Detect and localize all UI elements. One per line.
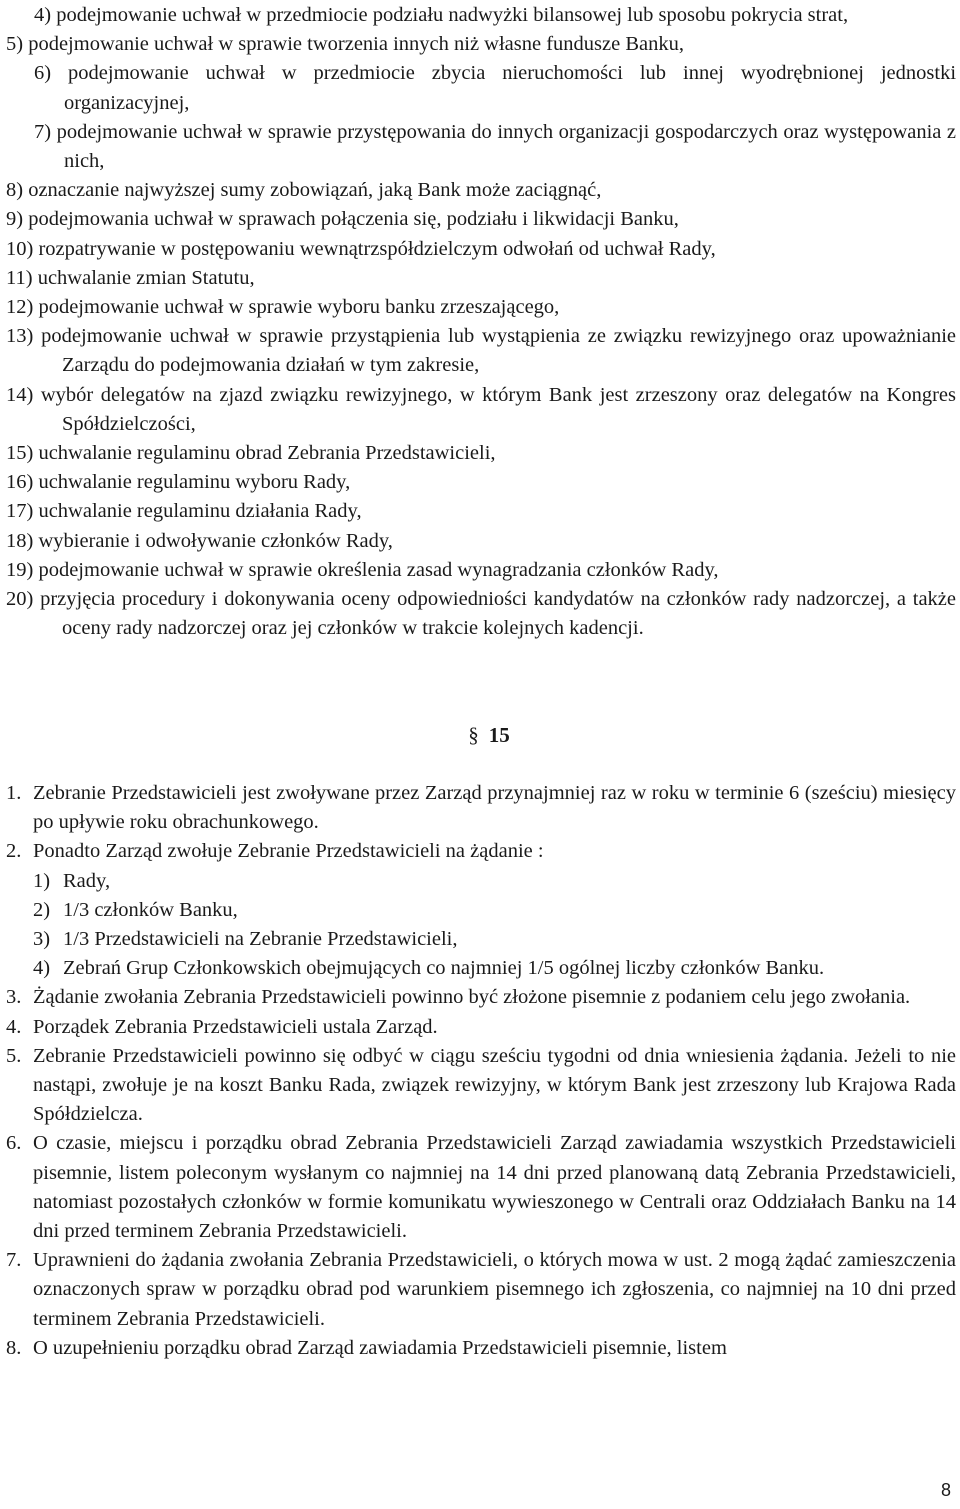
list-item: 11) uchwalanie zmian Statutu,: [6, 266, 255, 289]
list-item: 18) wybieranie i odwoływanie członków Rady,: [6, 529, 393, 552]
list-item: 5) podejmowanie uchwał w sprawie tworzenia innych niż własne fundusze Banku,: [6, 33, 685, 56]
list-item: 19) podejmowanie uchwał w sprawie określenia zasad wynagradzania członków Rady,: [6, 558, 719, 581]
sub-list-item: 1) Rady,: [33, 869, 111, 892]
paragraph-item: 5. Zebranie Przedstawicieli powinno się odbyć w ciągu sześciu tygodni od dnia wniesienia żądania. Jeżeli to nie nastąpi, zwołuje je na koszt Banku Rada, związek rewizyjny, w którym Bank jest zrzeszony lub Krajowa Rada Spółdzielcza.: [6, 1044, 956, 1126]
list-item: 20) przyjęcia procedury i dokonywania oceny odpowiedniości kandydatów na członków rady nadzorczej, a także oceny rady nadzorczej oraz jej członków w trakcie kolejnych kadencji.: [6, 588, 957, 640]
paragraph-item: 2. Ponadto Zarząd zwołuje Zebranie Przedstawicieli na żądanie :: [6, 840, 544, 863]
list-item: 16) uchwalanie regulaminu wyboru Rady,: [6, 471, 351, 494]
paragraph-item: 1. Zebranie Przedstawicieli jest zwoływane przez Zarząd przynajmniej raz w roku w terminie 6 (sześciu) miesięcy po upływie roku obrachunkowego.: [6, 782, 956, 834]
list-item: 8) oznaczanie najwyższej sumy zobowiązań, jaką Bank może zaciągnąć,: [6, 179, 602, 202]
sub-list-item: 2) 1/3 członków Banku,: [33, 898, 238, 921]
list-item: 12) podejmowanie uchwał w sprawie wyboru banku zrzeszającego,: [6, 296, 560, 319]
sub-list-item: 4) Zebrań Grup Członkowskich obejmujących co najmniej 1/5 ogólnej liczby członków Banku.: [33, 957, 825, 980]
paragraph-item: 7. Uprawnieni do żądania zwołania Zebrania Przedstawicieli, o których mowa w ust. 2 mogą żądać zamieszczenia oznaczonych spraw w porządku obrad pod warunkiem pisemnego ich zgłoszenia, co najmniej na 10 dni przed terminem Zebrania Przedstawicieli.: [6, 1249, 956, 1330]
section-heading: § 15: [468, 723, 510, 747]
sub-list: [6, 867, 956, 984]
list-item: 15) uchwalanie regulaminu obrad Zebrania Przedstawicieli,: [6, 442, 496, 465]
list-item: 13) podejmowanie uchwał w sprawie przystąpienia lub wystąpienia ze związku rewizyjnego oraz upoważnianie Zarządu do podejmowania działań w tym zakresie,: [6, 325, 956, 377]
page-number: 8: [940, 1480, 951, 1500]
list-item: 10) rozpatrywanie w postępowaniu wewnątrzspółdzielczym odwołań od uchwał Rady,: [6, 237, 716, 260]
list-item: 14) wybór delegatów na zjazd związku rewizyjnego, w którym Bank jest zrzeszony oraz delegatów na Kongres Spółdzielczości,: [6, 383, 956, 435]
paragraph-item: 8. O uzupełnieniu porządku obrad Zarząd zawiadamia Przedstawicieli pisemnie, listem: [6, 1336, 727, 1359]
list-item: 6) podejmowanie uchwał w przedmiocie zbycia nieruchomości lub innej wyodrębnionej jednostki organizacyjnej,: [34, 62, 957, 114]
list-item: 4) podejmowanie uchwał w przedmiocie podziału nadwyżki bilansowej lub sposobu pokrycia strat,: [34, 4, 849, 26]
list-item: 17) uchwalanie regulaminu działania Rady,: [6, 500, 362, 523]
list-item: 7) podejmowanie uchwał w sprawie przystępowania do innych organizacji gospodarczych oraz występowania z nich,: [34, 120, 957, 173]
sub-list-item: 3) 1/3 Przedstawicieli na Zebranie Przedstawicieli,: [33, 928, 458, 951]
paragraph-item: 4. Porządek Zebrania Przedstawicieli ustala Zarząd.: [6, 1015, 438, 1038]
competence-list: [6, 1, 956, 643]
list-item: 9) podejmowania uchwał w sprawach połączenia się, podziału i likwidacji Banku,: [6, 208, 679, 231]
paragraph-item: 3. Żądanie zwołania Zebrania Przedstawicieli powinno być złożone pisemnie z podaniem celu jego zwołania.: [6, 986, 911, 1009]
paragraph-item: 6. O czasie, miejscu i porządku obrad Zebrania Przedstawicieli Zarząd zawiadamia wszystkich Przedstawicieli pisemnie, listem poleconym wysłanym co najmniej na 14 dni przed planowaną datą Zebrania Przedstawicieli, natomiast pozostałych członków w formie komunikatu wywieszonego w Centrali oraz Oddziałach Banku na 14 dni przed terminem Zebrania Przedstawicieli.: [6, 1132, 956, 1243]
section-paragraphs: [6, 779, 956, 1363]
